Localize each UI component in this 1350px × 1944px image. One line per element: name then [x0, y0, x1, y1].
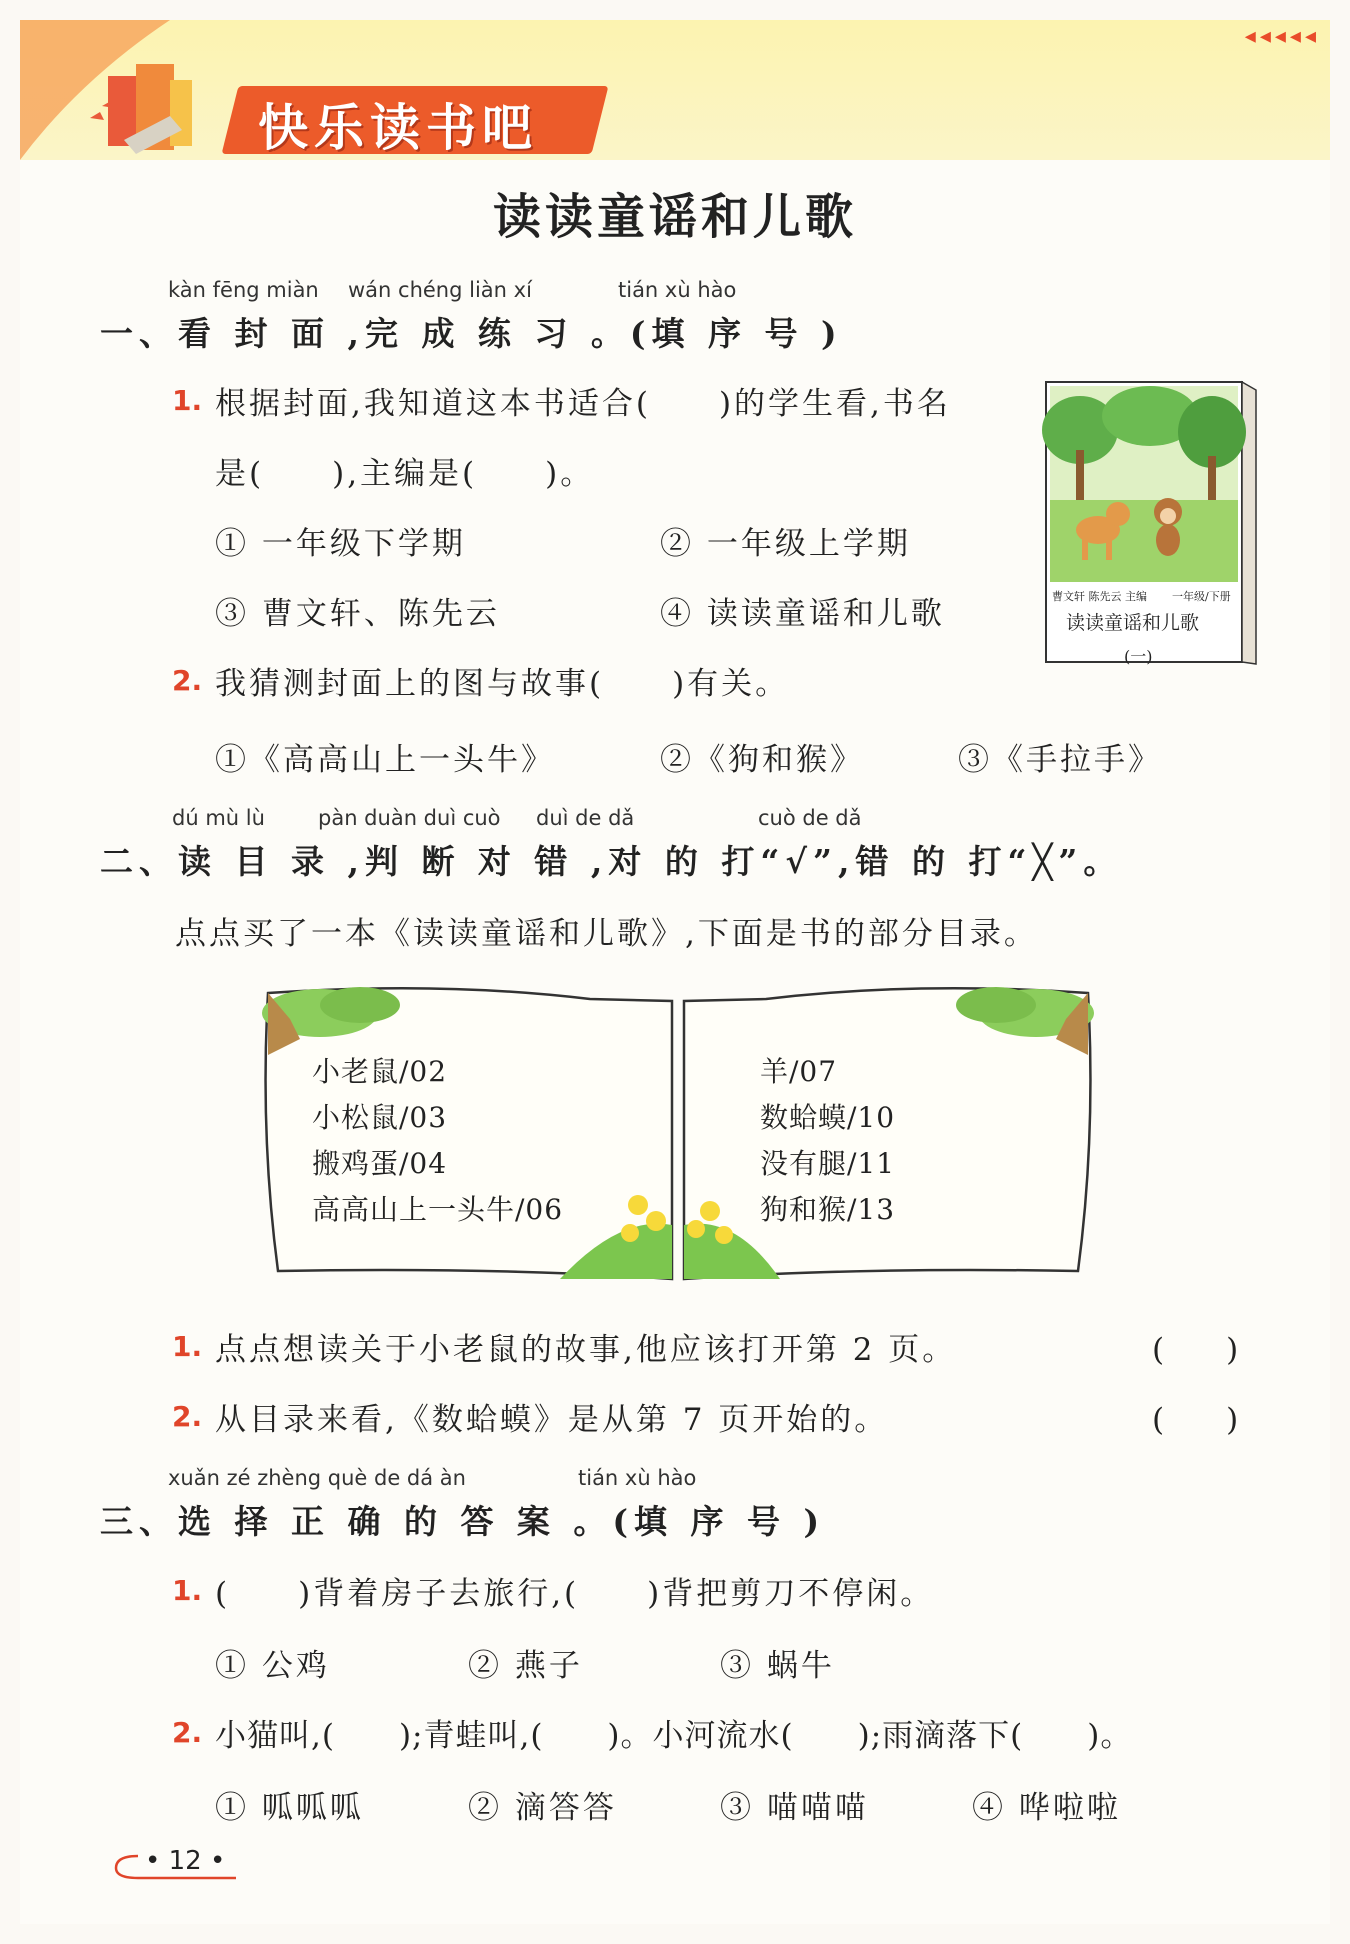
toc-entry: 高高山上一头牛/06	[312, 1193, 564, 1226]
intro-text: 点点买了一本《读读童谣和儿歌》,下面是书的部分目录。	[175, 916, 1038, 952]
question-number: 1.	[172, 384, 203, 417]
book-volume: (一)	[1124, 647, 1153, 666]
option: ①《高高山上一头牛》	[215, 742, 555, 778]
question-text: 从目录来看,《数蛤蟆》是从第 7 页开始的。	[215, 1402, 889, 1438]
option: ② 一年级上学期	[660, 526, 911, 562]
question-number: 2.	[172, 1716, 203, 1749]
section-heading-2: 二、读 目 录 ,判 断 对 错 ,对 的 打“√”,错 的 打“╳”。	[100, 842, 1123, 881]
page-sheet	[20, 20, 1330, 1924]
pinyin: wán chéng liàn xí	[348, 278, 532, 302]
pinyin: tián xù hào	[618, 278, 737, 302]
option: ②《狗和猴》	[660, 742, 864, 778]
pinyin: dú mù lù	[172, 806, 265, 830]
option: ③ 喵喵喵	[720, 1790, 869, 1826]
option: ② 滴答答	[468, 1790, 617, 1826]
lesson-title: 读读童谣和儿歌	[492, 189, 857, 245]
toc-entry: 狗和猴/13	[760, 1193, 896, 1226]
question-text: 小猫叫,( );青蛙叫,( )。小河流水( );雨滴落下( )。	[215, 1718, 1133, 1754]
banner-title: 快乐读书吧	[258, 99, 538, 157]
question-text: 根据封面,我知道这本书适合( )的学生看,书名	[215, 386, 951, 422]
option: ④ 哗啦啦	[972, 1790, 1121, 1826]
section-heading-3: 三、选 择 正 确 的 答 案 。(填 序 号 )	[100, 1502, 826, 1541]
toc-entry: 小松鼠/03	[312, 1101, 448, 1134]
toc-entry: 羊/07	[760, 1055, 838, 1088]
option: ③ 蜗牛	[720, 1648, 835, 1684]
book-grade: 一年级/下册	[1172, 590, 1231, 603]
option: ③《手拉手》	[958, 742, 1162, 778]
question-text: ( )背着房子去旅行,( )背把剪刀不停闲。	[215, 1576, 935, 1612]
question-number: 1.	[172, 1330, 203, 1363]
option: ① 呱呱呱	[215, 1790, 364, 1826]
answer-blank[interactable]: ( )	[1152, 1402, 1239, 1438]
pinyin: tián xù hào	[578, 1466, 697, 1490]
option: ① 公鸡	[215, 1648, 330, 1684]
option: ② 燕子	[468, 1648, 583, 1684]
pinyin: kàn fēng miàn	[168, 278, 319, 302]
question-number: 2.	[172, 664, 203, 697]
answer-blank[interactable]: ( )	[1152, 1332, 1239, 1368]
book-title: 读读童谣和儿歌	[1066, 612, 1200, 634]
question-text: 点点想读关于小老鼠的故事,他应该打开第 2 页。	[215, 1332, 957, 1368]
toc-entry: 没有腿/11	[760, 1147, 896, 1180]
question-number: 2.	[172, 1400, 203, 1433]
question-number: 1.	[172, 1574, 203, 1607]
pinyin: xuǎn zé zhèng què de dá àn	[168, 1466, 466, 1490]
book-editors: 曹文轩 陈先云 主编	[1052, 590, 1147, 603]
option: ③ 曹文轩、陈先云	[215, 596, 500, 632]
page-number: • 12 •	[145, 1846, 226, 1876]
pinyin: cuò de dǎ	[758, 806, 862, 830]
option: ④ 读读童谣和儿歌	[660, 596, 945, 632]
toc-entry: 数蛤蟆/10	[760, 1101, 896, 1134]
pinyin: duì de dǎ	[536, 806, 635, 830]
question-text: 是( ),主编是( )。	[215, 456, 595, 492]
pinyin: pàn duàn duì cuò	[318, 806, 501, 830]
toc-entry: 小老鼠/02	[312, 1055, 448, 1088]
option: ① 一年级下学期	[215, 526, 466, 562]
toc-entry: 搬鸡蛋/04	[312, 1147, 448, 1180]
decorative-arrows-icon: ◂◂◂◂◂	[1244, 24, 1320, 49]
question-text: 我猜测封面上的图与故事( )有关。	[215, 666, 790, 702]
section-heading-1: 一、看 封 面 ,完 成 练 习 。(填 序 号 )	[100, 314, 843, 353]
